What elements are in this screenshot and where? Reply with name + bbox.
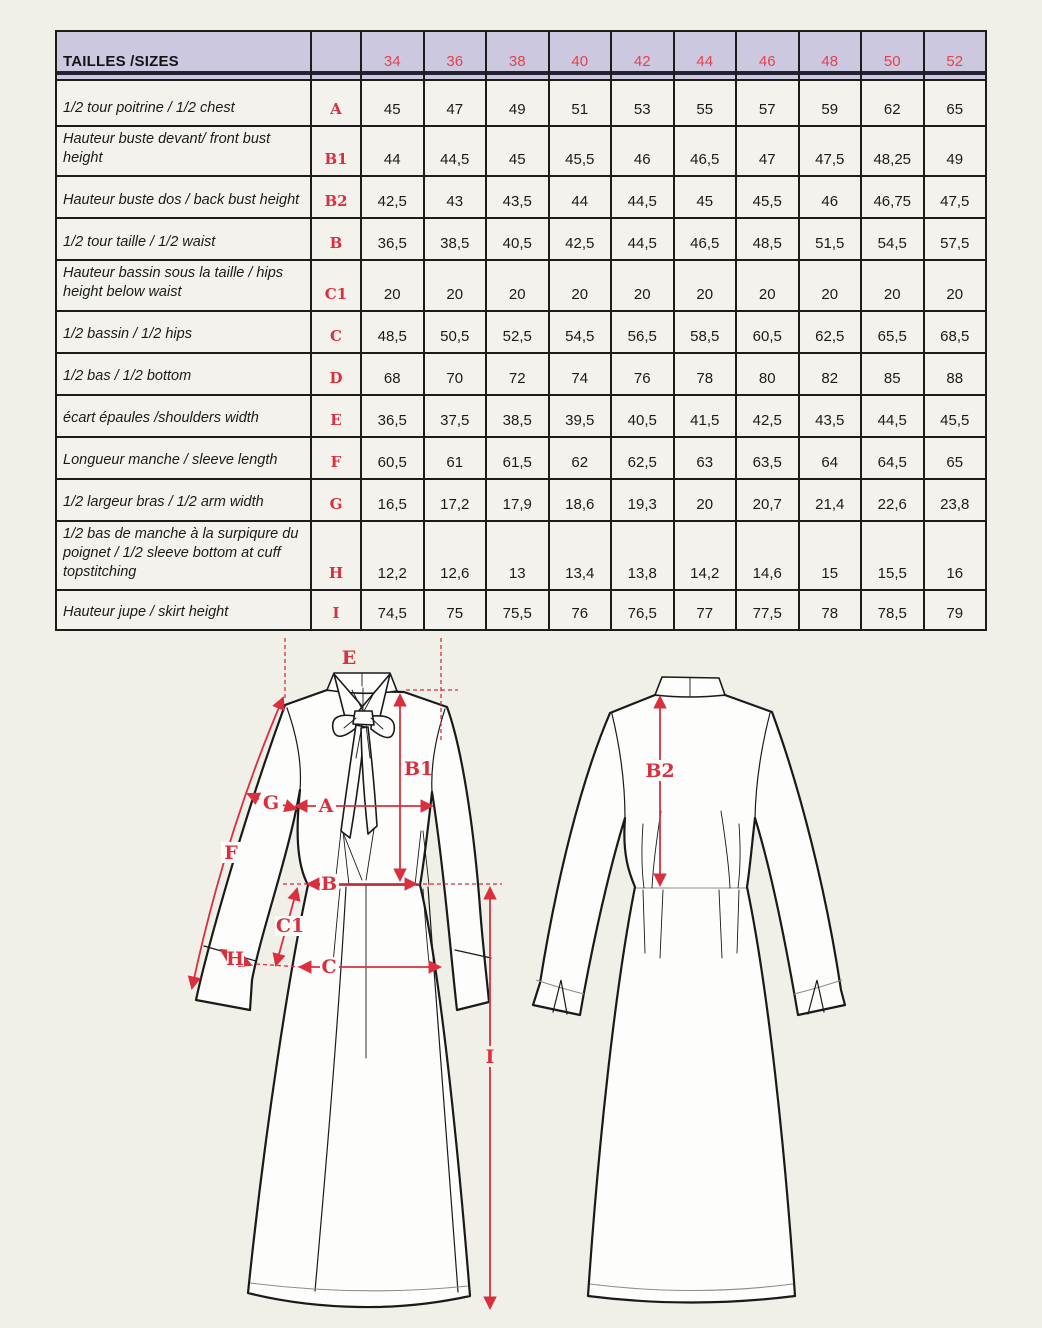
size-value-cell: 19,3 <box>611 479 674 521</box>
size-value-cell: 61 <box>424 437 487 479</box>
size-value-cell: 42,5 <box>736 395 799 437</box>
size-value-cell: 44 <box>361 126 424 176</box>
size-value-cell: 51 <box>549 80 612 126</box>
size-value-cell: 20 <box>674 479 737 521</box>
measure-label-b: B <box>320 873 338 895</box>
measure-label-b2: B2 <box>645 760 675 782</box>
table-row <box>56 176 986 218</box>
size-value-cell: 20 <box>736 260 799 310</box>
size-value-cell: 48,25 <box>861 126 924 176</box>
size-value-cell: 48,5 <box>361 311 424 353</box>
size-value-cell: 16,5 <box>361 479 424 521</box>
measurement-letter-cell: C <box>311 311 361 353</box>
size-value-cell: 18,6 <box>549 479 612 521</box>
size-value-cell: 42,5 <box>549 218 612 260</box>
size-value-cell: 74 <box>549 353 612 395</box>
size-value-cell: 46,5 <box>674 126 737 176</box>
size-value-cell: 47,5 <box>924 176 987 218</box>
size-value-cell: 44,5 <box>611 218 674 260</box>
size-value-cell: 20 <box>799 260 862 310</box>
size-value-cell: 14,2 <box>674 521 737 590</box>
size-value-cell: 37,5 <box>424 395 487 437</box>
table-row <box>56 126 986 176</box>
size-value-cell: 70 <box>424 353 487 395</box>
size-header-36: 36 <box>424 31 487 80</box>
measure-label-h: H <box>226 948 244 970</box>
measurement-label-cell: 1/2 tour taille / 1/2 waist <box>56 218 311 260</box>
size-value-cell: 46,75 <box>861 176 924 218</box>
size-value-cell: 45,5 <box>736 176 799 218</box>
table-header-row <box>56 31 986 80</box>
size-value-cell: 79 <box>924 590 987 630</box>
size-header-52: 52 <box>924 31 987 80</box>
size-value-cell: 45,5 <box>924 395 987 437</box>
size-value-cell: 74,5 <box>361 590 424 630</box>
measurement-letter-cell: I <box>311 590 361 630</box>
measure-label-g: G <box>262 792 280 814</box>
size-value-cell: 78,5 <box>861 590 924 630</box>
size-value-cell: 45 <box>486 126 549 176</box>
size-value-cell: 43,5 <box>799 395 862 437</box>
size-value-cell: 43 <box>424 176 487 218</box>
size-header-48: 48 <box>799 31 862 80</box>
size-value-cell: 46,5 <box>674 218 737 260</box>
measurement-letter-cell: F <box>311 437 361 479</box>
measure-label-i: I <box>485 1046 495 1068</box>
size-value-cell: 47 <box>424 80 487 126</box>
table-row <box>56 521 986 590</box>
size-header-34: 34 <box>361 31 424 80</box>
size-value-cell: 14,6 <box>736 521 799 590</box>
size-value-cell: 16 <box>924 521 987 590</box>
measurement-label-cell: 1/2 tour poitrine / 1/2 chest <box>56 80 311 126</box>
size-value-cell: 76 <box>549 590 612 630</box>
size-header-38: 38 <box>486 31 549 80</box>
size-value-cell: 76,5 <box>611 590 674 630</box>
size-value-cell: 52,5 <box>486 311 549 353</box>
size-value-cell: 40,5 <box>611 395 674 437</box>
measurement-label-cell: Hauteur buste dos / back bust height <box>56 176 311 218</box>
size-value-cell: 75,5 <box>486 590 549 630</box>
size-value-cell: 20 <box>486 260 549 310</box>
size-value-cell: 77,5 <box>736 590 799 630</box>
size-value-cell: 68 <box>361 353 424 395</box>
size-value-cell: 12,6 <box>424 521 487 590</box>
measurement-letter-cell: A <box>311 80 361 126</box>
table-row <box>56 353 986 395</box>
size-value-cell: 49 <box>924 126 987 176</box>
size-value-cell: 36,5 <box>361 218 424 260</box>
size-value-cell: 48,5 <box>736 218 799 260</box>
size-header-46: 46 <box>736 31 799 80</box>
table-row <box>56 80 986 126</box>
size-value-cell: 36,5 <box>361 395 424 437</box>
measurement-label-cell: 1/2 bassin / 1/2 hips <box>56 311 311 353</box>
size-value-cell: 72 <box>486 353 549 395</box>
measure-label-b1: B1 <box>404 758 434 780</box>
size-value-cell: 20 <box>424 260 487 310</box>
size-value-cell: 15,5 <box>861 521 924 590</box>
size-value-cell: 40,5 <box>486 218 549 260</box>
size-value-cell: 64 <box>799 437 862 479</box>
measurement-label-cell: 1/2 bas / 1/2 bottom <box>56 353 311 395</box>
size-value-cell: 57,5 <box>924 218 987 260</box>
size-value-cell: 20 <box>674 260 737 310</box>
table-row <box>56 479 986 521</box>
measurement-label-cell: écart épaules /shoulders width <box>56 395 311 437</box>
size-value-cell: 13 <box>486 521 549 590</box>
size-value-cell: 68,5 <box>924 311 987 353</box>
measure-label-e: E <box>341 647 357 669</box>
size-value-cell: 65 <box>924 80 987 126</box>
table-row <box>56 437 986 479</box>
size-value-cell: 20 <box>361 260 424 310</box>
measurement-letter-cell: D <box>311 353 361 395</box>
size-value-cell: 60,5 <box>736 311 799 353</box>
size-value-cell: 50,5 <box>424 311 487 353</box>
size-value-cell: 45 <box>361 80 424 126</box>
size-value-cell: 13,4 <box>549 521 612 590</box>
measurement-letter-cell: H <box>311 521 361 590</box>
size-value-cell: 62 <box>549 437 612 479</box>
size-value-cell: 42,5 <box>361 176 424 218</box>
size-value-cell: 38,5 <box>486 395 549 437</box>
size-value-cell: 85 <box>861 353 924 395</box>
measure-label-c: C <box>321 956 337 978</box>
size-header-44: 44 <box>674 31 737 80</box>
size-value-cell: 51,5 <box>799 218 862 260</box>
measurement-label-cell: Longueur manche / sleeve length <box>56 437 311 479</box>
size-value-cell: 44 <box>549 176 612 218</box>
size-value-cell: 47 <box>736 126 799 176</box>
size-header-40: 40 <box>549 31 612 80</box>
size-value-cell: 62,5 <box>611 437 674 479</box>
size-value-cell: 46 <box>611 126 674 176</box>
table-row <box>56 260 986 310</box>
size-value-cell: 20 <box>924 260 987 310</box>
size-value-cell: 23,8 <box>924 479 987 521</box>
size-value-cell: 58,5 <box>674 311 737 353</box>
size-value-cell: 20 <box>861 260 924 310</box>
size-value-cell: 21,4 <box>799 479 862 521</box>
measure-label-a: A <box>318 795 334 817</box>
measurement-letter-cell: G <box>311 479 361 521</box>
size-value-cell: 13,8 <box>611 521 674 590</box>
size-value-cell: 80 <box>736 353 799 395</box>
size-value-cell: 64,5 <box>861 437 924 479</box>
size-value-cell: 44,5 <box>861 395 924 437</box>
size-value-cell: 56,5 <box>611 311 674 353</box>
size-value-cell: 45,5 <box>549 126 612 176</box>
size-header-50: 50 <box>861 31 924 80</box>
measure-label-c1: C1 <box>275 915 305 937</box>
size-value-cell: 41,5 <box>674 395 737 437</box>
size-value-cell: 65 <box>924 437 987 479</box>
table-title: TAILLES /SIZES <box>56 31 311 80</box>
measurement-letter-cell: B2 <box>311 176 361 218</box>
size-value-cell: 53 <box>611 80 674 126</box>
size-value-cell: 45 <box>674 176 737 218</box>
size-value-cell: 82 <box>799 353 862 395</box>
size-value-cell: 44,5 <box>611 176 674 218</box>
measurement-label-cell: Hauteur jupe / skirt height <box>56 590 311 630</box>
measurement-letter-cell: E <box>311 395 361 437</box>
measurement-label-cell: 1/2 largeur bras / 1/2 arm width <box>56 479 311 521</box>
measurement-letter-cell: C1 <box>311 260 361 310</box>
measurement-label-cell: Hauteur buste devant/ front bust height <box>56 126 311 176</box>
size-value-cell: 59 <box>799 80 862 126</box>
size-value-cell: 17,2 <box>424 479 487 521</box>
size-value-cell: 76 <box>611 353 674 395</box>
table-row <box>56 590 986 630</box>
measurement-letter-cell: B <box>311 218 361 260</box>
size-value-cell: 54,5 <box>549 311 612 353</box>
size-value-cell: 39,5 <box>549 395 612 437</box>
size-value-cell: 78 <box>799 590 862 630</box>
size-value-cell: 17,9 <box>486 479 549 521</box>
size-value-cell: 88 <box>924 353 987 395</box>
measure-label-f: F <box>224 842 238 864</box>
size-value-cell: 62,5 <box>799 311 862 353</box>
size-value-cell: 62 <box>861 80 924 126</box>
size-value-cell: 20,7 <box>736 479 799 521</box>
size-value-cell: 44,5 <box>424 126 487 176</box>
size-value-cell: 15 <box>799 521 862 590</box>
measurement-letter-cell: B1 <box>311 126 361 176</box>
size-value-cell: 43,5 <box>486 176 549 218</box>
measurement-label-cell: 1/2 bas de manche à la surpiqure du poignet / 1/2 sleeve bottom at cuff topstitching <box>56 521 311 590</box>
size-value-cell: 20 <box>611 260 674 310</box>
size-value-cell: 46 <box>799 176 862 218</box>
size-value-cell: 75 <box>424 590 487 630</box>
measurement-label-cell: Hauteur bassin sous la taille / hips height below waist <box>56 260 311 310</box>
front-view-drawing <box>196 673 491 1307</box>
size-value-cell: 78 <box>674 353 737 395</box>
size-value-cell: 55 <box>674 80 737 126</box>
table-row <box>56 311 986 353</box>
size-header-42: 42 <box>611 31 674 80</box>
size-value-cell: 63 <box>674 437 737 479</box>
size-value-cell: 49 <box>486 80 549 126</box>
letter-column-header <box>311 31 361 80</box>
size-value-cell: 54,5 <box>861 218 924 260</box>
back-view-drawing <box>533 677 845 1303</box>
size-value-cell: 47,5 <box>799 126 862 176</box>
table-body <box>56 80 986 630</box>
size-value-cell: 12,2 <box>361 521 424 590</box>
size-value-cell: 63,5 <box>736 437 799 479</box>
size-value-cell: 77 <box>674 590 737 630</box>
size-value-cell: 60,5 <box>361 437 424 479</box>
size-value-cell: 20 <box>549 260 612 310</box>
table-row <box>56 218 986 260</box>
measurements-table <box>55 30 987 631</box>
size-value-cell: 57 <box>736 80 799 126</box>
size-value-cell: 22,6 <box>861 479 924 521</box>
size-value-cell: 65,5 <box>861 311 924 353</box>
technical-flat-drawing <box>0 628 1042 1328</box>
size-value-cell: 61,5 <box>486 437 549 479</box>
table-row <box>56 395 986 437</box>
size-value-cell: 38,5 <box>424 218 487 260</box>
